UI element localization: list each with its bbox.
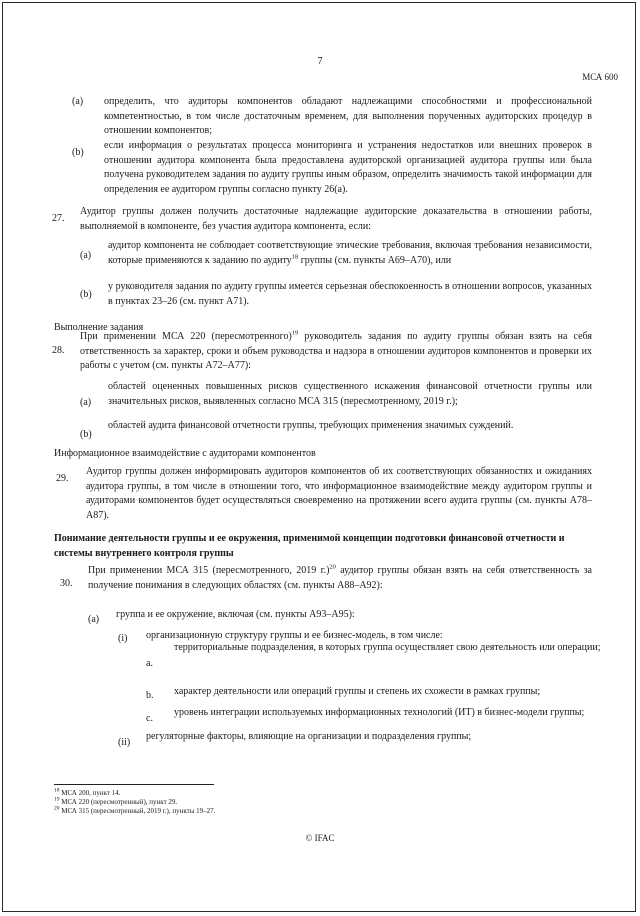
paragraph-30a-label: (a) bbox=[88, 614, 100, 625]
paragraph-27a-text: аудитор компонента не соблюдает соответствующие этические требования, включая требования независимости, которые применяются к заданию по аудиту$^{18}$ группы (см. пункты A69–A70), или bbox=[108, 240, 592, 266]
paragraph-28-number: 28. bbox=[52, 345, 65, 356]
footnote-ref-20: 20 bbox=[329, 563, 336, 571]
paragraph-30a-i-c-label: c. bbox=[146, 713, 153, 724]
paragraph-27a-label: (a) bbox=[80, 250, 92, 261]
paragraph-28a-text: областей оцененных повышенных рисков существенного искажения финансовой отчетности группы или значительных рисков, выявленных согласно МСА 315 (пересмотренному, 2019 г.); bbox=[108, 381, 592, 407]
paragraph-30a-i-a-label: a. bbox=[146, 658, 153, 669]
paragraph-30a-i-text: организационную структуру группы и ее бизнес-модель, в том числе: bbox=[146, 630, 443, 641]
footnote-separator bbox=[54, 784, 214, 785]
paragraph-27-text: Аудитор группы должен получить достаточные надлежащие аудиторские доказательства в отношении работы, выполняемой в компоненте, без участия аудитора компонента, если: bbox=[80, 206, 592, 232]
copyright-footer: © IFAC bbox=[305, 833, 335, 843]
item-b-label: (b) bbox=[72, 147, 84, 158]
paragraph-30a-i-label: (i) bbox=[118, 633, 128, 644]
document-code: МСА 600 bbox=[582, 72, 618, 82]
paragraph-30-number: 30. bbox=[60, 578, 73, 589]
footnote-19: $^{19}$ МСА 220 (пересмотренный), пункт 29. bbox=[54, 796, 178, 806]
paragraph-30a-ii-label: (ii) bbox=[118, 737, 131, 748]
section-heading-understanding: Понимание деятельности группы и ее окружения, применимой концепции подготовки финансовой отчетности и системы внутреннего контроля группы bbox=[54, 533, 565, 559]
paragraph-29-text: Аудитор группы должен информировать аудиторов компонентов об их соответствующих обязанностях и ожиданиях аудитора группы, в том числе в отношении того, что информационное взаимодействие между аудитором группы и аудиторами компонентов будет осуществляться своевременно на протяжении всего аудита группы (см. пункты A78–A87). bbox=[86, 466, 592, 521]
paragraph-29-number: 29. bbox=[56, 473, 69, 484]
paragraph-27-number: 27. bbox=[52, 213, 65, 224]
paragraph-30a-ii-text: регуляторные факторы, влияющие на организации и подразделения группы; bbox=[146, 731, 472, 742]
item-b-text: если информация о результатах процесса мониторинга и устранения недостатков или внешних проверок в отношении аудитора компонента была предоставлена аудиторской организацией аудитора группы или была получена руководителем задания по аудиту группы иным образом, определить значимость такой информации для определения ее аудитором группы согласно пункту 26(a). bbox=[104, 140, 592, 195]
page-number: 7 bbox=[317, 56, 323, 67]
item-a-label: (a) bbox=[72, 96, 84, 107]
footnote-18: $^{18}$ МСА 200, пункт 14. bbox=[54, 787, 121, 797]
paragraph-28b-text: областей аудита финансовой отчетности группы, требующих применения значимых суждений. bbox=[108, 420, 514, 431]
paragraph-30a-i-b-label: b. bbox=[146, 690, 154, 701]
paragraph-30-text: При применении МСА 315 (пересмотренного, 2019 г.)$^{20}$ аудитор группы обязан взять на себя ответственность за получение понимания в следующих областях (см. пункты A88–A92): bbox=[88, 563, 592, 591]
footnote-ref-18: 18 bbox=[291, 253, 299, 261]
item-a-text: определить, что аудиторы компонентов обладают надлежащими способностями и профессиональной компетентностью, в том числе достаточным временем, для выполнения порученных аудиторских процедур в отношении компонентов; bbox=[104, 96, 592, 136]
heading-interaction: Информационное взаимодействие с аудиторами компонентов bbox=[54, 448, 316, 459]
footnote-ref-19: 19 bbox=[291, 329, 299, 337]
paragraph-28-text: При применении МСА 220 (пересмотренного)$^{19}$ руководитель задания по аудиту группы обязан взять на себя ответственность за характер, сроки и объем руководства и надзора в отношении аудиторов компонентов и проверки их работы с учетом (см. пункты A72–A77): bbox=[80, 329, 592, 371]
heading-performance: Выполнение задания bbox=[54, 322, 144, 333]
paragraph-27b-text: у руководителя задания по аудиту группы имеется серьезная обеспокоенность в отношении вопросов, указанных в пунктах 23–26 (см. пункт A71). bbox=[108, 281, 592, 307]
paragraph-30a-i-b-text: характер деятельности или операций группы и степень их схожести в рамках группы; bbox=[174, 686, 541, 697]
footnote-20: $^{20}$ МСА 315 (пересмотренный, 2019 г.), пункты 19–27. bbox=[54, 805, 216, 815]
paragraph-30a-text: группа и ее окружение, включая (см. пункты A93–A95): bbox=[116, 609, 355, 620]
paragraph-27b-label: (b) bbox=[80, 289, 92, 300]
paragraph-28b-label: (b) bbox=[80, 429, 92, 440]
paragraph-28a-label: (a) bbox=[80, 397, 92, 408]
paragraph-30a-i-a-text: территориальные подразделения, в которых группа осуществляет свою деятельность или операции; bbox=[174, 642, 601, 653]
paragraph-30a-i-c-text: уровень интеграции используемых информационных технологий (ИТ) в бизнес-модели группы; bbox=[174, 707, 585, 718]
